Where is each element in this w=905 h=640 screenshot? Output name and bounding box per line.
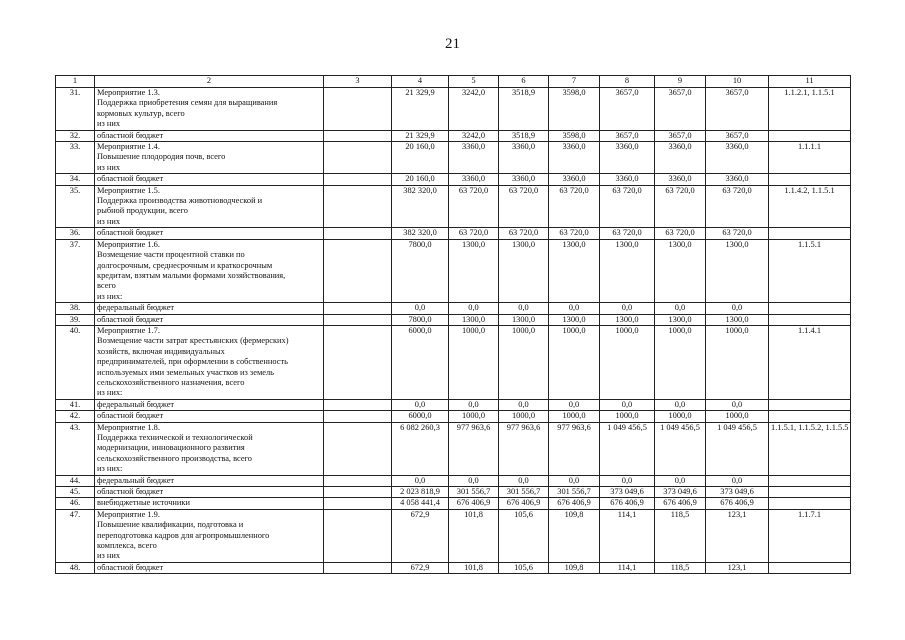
value-cell-col-5: 0,0 (449, 303, 499, 314)
description-line: Поддержка технической и технологической (97, 433, 253, 442)
description-line: областной бюджет (97, 130, 164, 140)
description-line: Повышение плодородия почв, всего (97, 152, 226, 162)
value-cell-col-8: 1 049 456,5 (600, 422, 655, 475)
column-3-cell (324, 142, 392, 174)
table-row (56, 185, 851, 228)
row-number: 37. (56, 239, 95, 302)
column-header-2: 2 (95, 76, 324, 88)
column-header-11: 11 (769, 76, 851, 88)
value-cell-col-10: 1000,0 (706, 325, 769, 399)
row-number: 45. (56, 487, 95, 498)
value-cell-col-9: 3360,0 (655, 142, 706, 174)
column-3-cell (324, 325, 392, 399)
value-cell-col-4: 21 329,9 (392, 130, 449, 141)
row-number: 38. (56, 303, 95, 314)
value-cell-col-5: 1000,0 (449, 325, 499, 399)
description-line: Мероприятие 1.6. (97, 239, 160, 249)
value-cell-col-8: 1000,0 (600, 411, 655, 422)
description-line: областной бюджет (97, 411, 164, 421)
table-row (56, 562, 851, 573)
value-cell-col-9: 1300,0 (655, 314, 706, 325)
value-cell-col-7: 63 720,0 (549, 185, 600, 228)
description-line: Мероприятие 1.4. (97, 142, 160, 152)
value-cell-col-5: 1300,0 (449, 239, 499, 302)
header-row (56, 76, 851, 88)
value-cell-col-8: 114,1 (600, 509, 655, 562)
description-line: Повышение квалификации, подготовка и (97, 520, 244, 530)
description-line: из них (97, 551, 121, 561)
indicator-code (769, 130, 851, 141)
column-header-7: 7 (549, 76, 600, 88)
value-cell-col-10: 123,1 (706, 562, 769, 573)
description-line: Мероприятие 1.5. (97, 185, 160, 195)
row-number: 34. (56, 174, 95, 185)
indicator-code: 1.1.4.1 (769, 325, 851, 399)
row-number: 32. (56, 130, 95, 141)
indicator-code: 1.1.4.2, 1.1.5.1 (769, 185, 851, 228)
value-cell-col-5: 3242,0 (449, 130, 499, 141)
row-number: 48. (56, 562, 95, 573)
row-description (95, 411, 324, 422)
description-line: из них (97, 216, 121, 226)
row-description (95, 142, 324, 174)
value-cell-col-8: 3360,0 (600, 174, 655, 185)
value-cell-col-9: 0,0 (655, 399, 706, 410)
row-number: 40. (56, 325, 95, 399)
value-cell-col-6: 63 720,0 (499, 228, 549, 239)
description-line: из них (97, 119, 121, 129)
value-cell-col-5: 63 720,0 (449, 185, 499, 228)
value-cell-col-10: 3360,0 (706, 142, 769, 174)
value-cell-col-8: 0,0 (600, 399, 655, 410)
value-cell-col-9: 1000,0 (655, 411, 706, 422)
value-cell-col-4: 6 082 260,3 (392, 422, 449, 475)
description-line: Поддержка приобретения семян для выращивания (97, 98, 278, 108)
value-cell-col-6: 105,6 (499, 509, 549, 562)
description-line: из них (97, 162, 121, 172)
value-cell-col-4: 6000,0 (392, 411, 449, 422)
value-cell-col-7: 3360,0 (549, 142, 600, 174)
description-line: областной бюджет (97, 314, 164, 324)
description-line: модернизации, инновационного развития (97, 443, 245, 453)
table-row (56, 228, 851, 239)
value-cell-col-6: 1300,0 (499, 239, 549, 302)
description-line: Возмещение части затрат крестьянских (фермерских) (97, 336, 289, 346)
description-line: Мероприятие 1.8. (97, 422, 160, 432)
description-line: комплекса, всего (97, 541, 157, 551)
description-line: предпринимателей, при оформлении в собственность (97, 357, 288, 367)
table-row (56, 411, 851, 422)
row-description (95, 303, 324, 314)
value-cell-col-9: 3360,0 (655, 174, 706, 185)
row-number: 31. (56, 88, 95, 131)
value-cell-col-4: 382 320,0 (392, 228, 449, 239)
column-3-cell (324, 411, 392, 422)
column-3-cell (324, 228, 392, 239)
column-3-cell (324, 475, 392, 486)
value-cell-col-8: 3657,0 (600, 88, 655, 131)
value-cell-col-6: 301 556,7 (499, 487, 549, 498)
value-cell-col-10: 1300,0 (706, 314, 769, 325)
value-cell-col-5: 1300,0 (449, 314, 499, 325)
value-cell-col-9: 3657,0 (655, 88, 706, 131)
value-cell-col-7: 0,0 (549, 399, 600, 410)
row-description (95, 174, 324, 185)
column-3-cell (324, 185, 392, 228)
description-line: федеральный бюджет (97, 303, 175, 313)
value-cell-col-8: 63 720,0 (600, 228, 655, 239)
description-line: кредитам, взятым малыми формами хозяйствования, (97, 270, 286, 280)
column-header-4: 4 (392, 76, 449, 88)
table-row (56, 325, 851, 399)
value-cell-col-7: 109,8 (549, 562, 600, 573)
table-row (56, 509, 851, 562)
column-header-8: 8 (600, 76, 655, 88)
value-cell-col-6: 3518,9 (499, 88, 549, 131)
column-3-cell (324, 422, 392, 475)
description-line: из них: (97, 464, 123, 474)
value-cell-col-10: 3360,0 (706, 174, 769, 185)
value-cell-col-8: 114,1 (600, 562, 655, 573)
value-cell-col-7: 676 406,9 (549, 498, 600, 509)
value-cell-col-6: 1000,0 (499, 411, 549, 422)
row-number: 39. (56, 314, 95, 325)
value-cell-col-5: 0,0 (449, 399, 499, 410)
row-description (95, 399, 324, 410)
column-3-cell (324, 88, 392, 131)
description-line: областной бюджет (97, 562, 164, 572)
value-cell-col-10: 0,0 (706, 303, 769, 314)
description-line: областной бюджет (97, 174, 164, 184)
description-line: сельскохозяйственного производства, всего (97, 453, 252, 463)
value-cell-col-10: 1000,0 (706, 411, 769, 422)
indicator-code (769, 498, 851, 509)
value-cell-col-6: 0,0 (499, 399, 549, 410)
description-line: федеральный бюджет (97, 475, 175, 485)
indicator-code: 1.1.2.1, 1.1.5.1 (769, 88, 851, 131)
value-cell-col-5: 1000,0 (449, 411, 499, 422)
value-cell-col-10: 1 049 456,5 (706, 422, 769, 475)
column-header-10: 10 (706, 76, 769, 88)
value-cell-col-7: 1300,0 (549, 239, 600, 302)
row-description (95, 239, 324, 302)
description-line: Мероприятие 1.7. (97, 325, 160, 335)
value-cell-col-6: 0,0 (499, 303, 549, 314)
description-line: хозяйств, включая индивидуальных (97, 346, 225, 356)
value-cell-col-8: 0,0 (600, 303, 655, 314)
value-cell-col-6: 63 720,0 (499, 185, 549, 228)
value-cell-col-7: 0,0 (549, 303, 600, 314)
value-cell-col-6: 0,0 (499, 475, 549, 486)
indicator-code (769, 228, 851, 239)
description-line: из них: (97, 388, 123, 398)
value-cell-col-10: 373 049,6 (706, 487, 769, 498)
value-cell-col-8: 373 049,6 (600, 487, 655, 498)
value-cell-col-5: 63 720,0 (449, 228, 499, 239)
row-description (95, 228, 324, 239)
row-description (95, 422, 324, 475)
description-line: областной бюджет (97, 487, 164, 497)
table-row (56, 487, 851, 498)
description-line: Возмещение части процентной ставки по (97, 250, 245, 260)
page-number: 21 (445, 36, 460, 52)
table-row (56, 314, 851, 325)
indicator-code: 1.1.7.1 (769, 509, 851, 562)
value-cell-col-6: 1300,0 (499, 314, 549, 325)
description-line: переподготовка кадров для агропромышленного (97, 530, 270, 540)
value-cell-col-6: 3518,9 (499, 130, 549, 141)
row-description (95, 498, 324, 509)
value-cell-col-6: 977 963,6 (499, 422, 549, 475)
column-header-9: 9 (655, 76, 706, 88)
value-cell-col-5: 3360,0 (449, 142, 499, 174)
indicator-code (769, 411, 851, 422)
row-number: 35. (56, 185, 95, 228)
value-cell-col-6: 3360,0 (499, 174, 549, 185)
value-cell-col-4: 672,9 (392, 562, 449, 573)
column-header-5: 5 (449, 76, 499, 88)
value-cell-col-6: 105,6 (499, 562, 549, 573)
value-cell-col-10: 3657,0 (706, 130, 769, 141)
row-description (95, 88, 324, 131)
row-number: 41. (56, 399, 95, 410)
value-cell-col-4: 20 160,0 (392, 142, 449, 174)
value-cell-col-7: 1000,0 (549, 411, 600, 422)
row-number: 36. (56, 228, 95, 239)
column-3-cell (324, 303, 392, 314)
column-header-1: 1 (56, 76, 95, 88)
value-cell-col-4: 672,9 (392, 509, 449, 562)
value-cell-col-10: 0,0 (706, 475, 769, 486)
column-3-cell (324, 314, 392, 325)
value-cell-col-4: 382 320,0 (392, 185, 449, 228)
value-cell-col-9: 63 720,0 (655, 228, 706, 239)
value-cell-col-7: 0,0 (549, 475, 600, 486)
value-cell-col-8: 1000,0 (600, 325, 655, 399)
description-line: сельскохозяйственного назначения, всего (97, 377, 245, 387)
description-line: Мероприятие 1.9. (97, 509, 160, 519)
value-cell-col-5: 101,8 (449, 562, 499, 573)
description-line: используемых ими земельных участков из земель (97, 367, 274, 377)
table-row (56, 88, 851, 131)
indicator-code (769, 314, 851, 325)
description-line: кормовых культур, всего (97, 108, 185, 118)
table-row (56, 475, 851, 486)
value-cell-col-9: 1000,0 (655, 325, 706, 399)
description-line: всего (97, 281, 116, 291)
row-number: 44. (56, 475, 95, 486)
description-line: областной бюджет (97, 228, 164, 238)
value-cell-col-10: 0,0 (706, 399, 769, 410)
column-3-cell (324, 130, 392, 141)
row-number: 43. (56, 422, 95, 475)
value-cell-col-8: 3360,0 (600, 142, 655, 174)
row-number: 46. (56, 498, 95, 509)
row-description (95, 325, 324, 399)
value-cell-col-8: 676 406,9 (600, 498, 655, 509)
value-cell-col-4: 20 160,0 (392, 174, 449, 185)
value-cell-col-9: 118,5 (655, 509, 706, 562)
value-cell-col-9: 63 720,0 (655, 185, 706, 228)
value-cell-col-5: 3242,0 (449, 88, 499, 131)
value-cell-col-8: 0,0 (600, 475, 655, 486)
value-cell-col-10: 1300,0 (706, 239, 769, 302)
row-description (95, 475, 324, 486)
value-cell-col-7: 3598,0 (549, 88, 600, 131)
row-description (95, 185, 324, 228)
column-header-3: 3 (324, 76, 392, 88)
column-3-cell (324, 562, 392, 573)
value-cell-col-7: 301 556,7 (549, 487, 600, 498)
value-cell-col-9: 373 049,6 (655, 487, 706, 498)
value-cell-col-9: 676 406,9 (655, 498, 706, 509)
value-cell-col-4: 21 329,9 (392, 88, 449, 131)
description-line: из них: (97, 291, 123, 301)
column-3-cell (324, 487, 392, 498)
value-cell-col-7: 1300,0 (549, 314, 600, 325)
value-cell-col-9: 0,0 (655, 475, 706, 486)
value-cell-col-10: 63 720,0 (706, 228, 769, 239)
value-cell-col-8: 3657,0 (600, 130, 655, 141)
description-line: долгосрочным, среднесрочным и краткосрочным (97, 260, 273, 270)
value-cell-col-8: 1300,0 (600, 239, 655, 302)
value-cell-col-4: 0,0 (392, 303, 449, 314)
value-cell-col-7: 1000,0 (549, 325, 600, 399)
column-3-cell (324, 509, 392, 562)
value-cell-col-4: 4 058 441,4 (392, 498, 449, 509)
indicator-code (769, 399, 851, 410)
table-row (56, 239, 851, 302)
value-cell-col-6: 1000,0 (499, 325, 549, 399)
value-cell-col-8: 63 720,0 (600, 185, 655, 228)
value-cell-col-5: 3360,0 (449, 174, 499, 185)
row-description (95, 314, 324, 325)
value-cell-col-9: 1 049 456,5 (655, 422, 706, 475)
value-cell-col-6: 3360,0 (499, 142, 549, 174)
value-cell-col-8: 1300,0 (600, 314, 655, 325)
value-cell-col-10: 3657,0 (706, 88, 769, 131)
row-description (95, 509, 324, 562)
value-cell-col-10: 676 406,9 (706, 498, 769, 509)
value-cell-col-4: 2 023 818,9 (392, 487, 449, 498)
description-line: внебюджетные источники (97, 498, 190, 508)
row-number: 47. (56, 509, 95, 562)
value-cell-col-7: 3360,0 (549, 174, 600, 185)
indicator-code (769, 487, 851, 498)
value-cell-col-9: 118,5 (655, 562, 706, 573)
table-body (56, 88, 851, 574)
row-description (95, 487, 324, 498)
row-description (95, 562, 324, 573)
column-3-cell (324, 498, 392, 509)
value-cell-col-5: 977 963,6 (449, 422, 499, 475)
description-line: Поддержка производства животноводческой и (97, 196, 263, 206)
value-cell-col-5: 301 556,7 (449, 487, 499, 498)
value-cell-col-4: 0,0 (392, 475, 449, 486)
table-row (56, 303, 851, 314)
value-cell-col-4: 7800,0 (392, 239, 449, 302)
indicator-code: 1.1.1.1 (769, 142, 851, 174)
value-cell-col-7: 109,8 (549, 509, 600, 562)
table-row (56, 130, 851, 141)
description-line: рыбной продукции, всего (97, 206, 188, 216)
value-cell-col-9: 0,0 (655, 303, 706, 314)
row-number: 33. (56, 142, 95, 174)
column-3-cell (324, 399, 392, 410)
value-cell-col-4: 6000,0 (392, 325, 449, 399)
budget-table (55, 75, 851, 574)
table-row (56, 174, 851, 185)
value-cell-col-5: 101,8 (449, 509, 499, 562)
indicator-code: 1.1.5.1 (769, 239, 851, 302)
value-cell-col-7: 63 720,0 (549, 228, 600, 239)
value-cell-col-5: 676 406,9 (449, 498, 499, 509)
value-cell-col-4: 7800,0 (392, 314, 449, 325)
indicator-code (769, 562, 851, 573)
indicator-code: 1.1.5.1, 1.1.5.2, 1.1.5.5 (769, 422, 851, 475)
value-cell-col-5: 0,0 (449, 475, 499, 486)
table-row (56, 399, 851, 410)
value-cell-col-7: 977 963,6 (549, 422, 600, 475)
value-cell-col-9: 3657,0 (655, 130, 706, 141)
indicator-code (769, 174, 851, 185)
value-cell-col-9: 1300,0 (655, 239, 706, 302)
column-header-6: 6 (499, 76, 549, 88)
table-row (56, 142, 851, 174)
value-cell-col-10: 123,1 (706, 509, 769, 562)
value-cell-col-10: 63 720,0 (706, 185, 769, 228)
table-row (56, 498, 851, 509)
description-line: Мероприятие 1.3. (97, 88, 160, 97)
value-cell-col-6: 676 406,9 (499, 498, 549, 509)
value-cell-col-7: 3598,0 (549, 130, 600, 141)
column-3-cell (324, 174, 392, 185)
column-3-cell (324, 239, 392, 302)
table-row (56, 422, 851, 475)
row-description (95, 130, 324, 141)
description-line: федеральный бюджет (97, 399, 175, 409)
row-number: 42. (56, 411, 95, 422)
value-cell-col-4: 0,0 (392, 399, 449, 410)
indicator-code (769, 303, 851, 314)
indicator-code (769, 475, 851, 486)
